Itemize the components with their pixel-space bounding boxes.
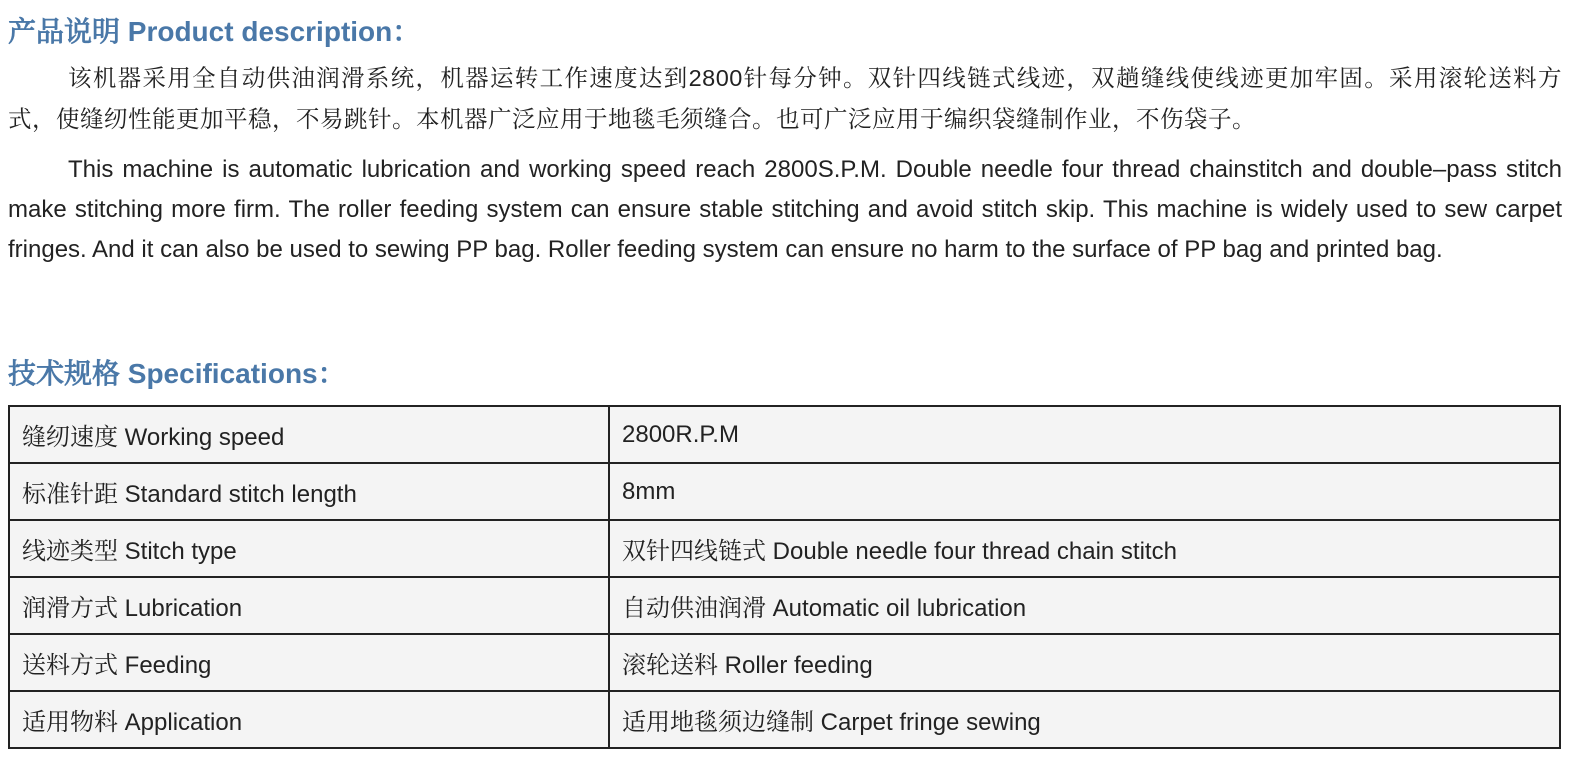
spec-label: 适用物料 Application [9, 691, 609, 748]
description-paragraph-chinese: 该机器采用全自动供油润滑系统，机器运转工作速度达到2800针每分钟。双针四线链式线迹，双趟缝线使线迹更加牢固。采用滚轮送料方式，使缝纫性能更加平稳，不易跳针。本机器广泛应用于地毯毛须缝合。也可广泛应用于编织袋缝制作业，不伤袋子。 [8, 65, 1562, 132]
spec-row-stitch-length [9, 463, 1560, 520]
spec-label: 送料方式 Feeding [9, 634, 609, 691]
spec-label: 线迹类型 Stitch type [9, 520, 609, 577]
spec-value: 8mm [609, 463, 1560, 520]
spec-label: 润滑方式 Lubrication [9, 577, 609, 634]
spec-row-working-speed [9, 406, 1560, 463]
spec-value: 适用地毯须边缝制 Carpet fringe sewing [609, 691, 1560, 748]
spec-value: 双针四线链式 Double needle four thread chain stitch [609, 520, 1560, 577]
spec-row-application [9, 691, 1560, 748]
spec-row-stitch-type [9, 520, 1560, 577]
spec-row-feeding [9, 634, 1560, 691]
spec-value: 自动供油润滑 Automatic oil lubrication [609, 577, 1560, 634]
spec-label: 标准针距 Standard stitch length [9, 463, 609, 520]
description-paragraph-english: This machine is automatic lubrication and working speed reach 2800S.P.M. Double needle four thread chainstitch and double–pass stitch make stitching more firm. The roller feeding system can ensure stable stitching and avoid stitch skip. This machine is widely used to sew carpet fringes. And it can also be used to sewing PP bag. Roller feeding system can ensure no harm to the surface of PP bag and printed bag. [8, 156, 1562, 263]
spec-value: 2800R.P.M [609, 406, 1560, 463]
spec-label: 缝纫速度 Working speed [9, 406, 609, 463]
spec-row-lubrication [9, 577, 1560, 634]
spec-value: 滚轮送料 Roller feeding [609, 634, 1560, 691]
product-description-heading: 产品说明 Product description： [8, 16, 421, 47]
specifications-table [8, 405, 1561, 749]
specifications-heading: 技术规格 Specifications： [8, 358, 346, 389]
